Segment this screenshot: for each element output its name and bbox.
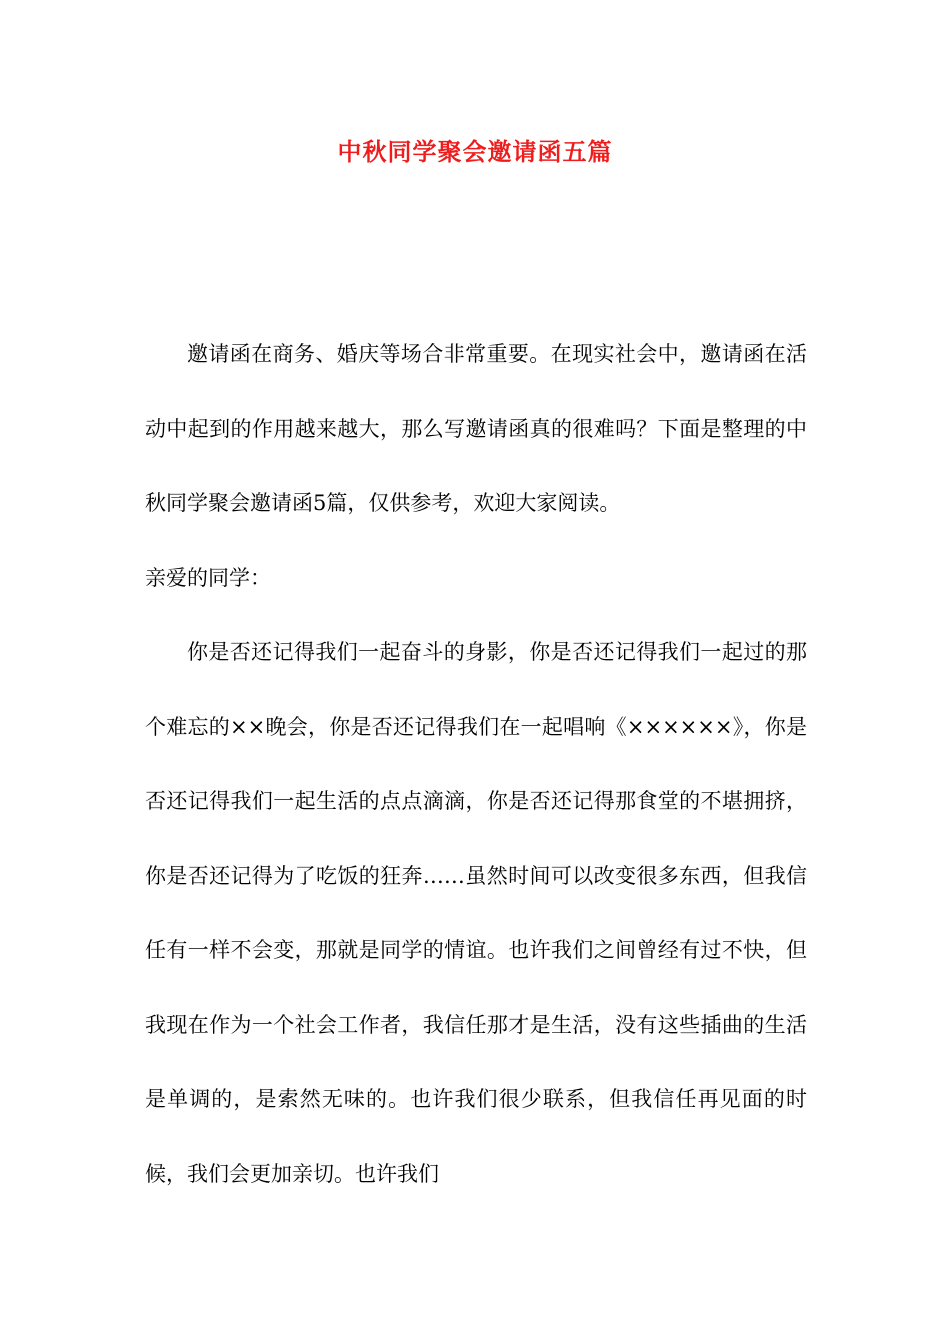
letter-paragraph: 你是否还记得我们一起奋斗的身影，你是否还记得我们一起过的那个难忘的××晚会，你是否还记得我们在一起唱响《××××××》，你是否还记得我们一起生活的点点滴滴，你是否还记得那食堂的不堪拥挤，你是否还记得为了吃饭的狂奔……虽然时间可以改变很多东西，但我信任有一样不会变，那就是同学的情谊。也许我们之间曾经有过不快，但我现在作为一个社会工作者，我信任那才是生活，没有这些插曲的生活是单调的，是索然无味的。也许我们很少联系，但我信任再见面的时候，我们会更加亲切。也许我们 [145, 640, 807, 1186]
document-title: 中秋同学聚会邀请函五篇 [337, 137, 613, 166]
salutation: 亲爱的同学： [145, 565, 271, 590]
intro-paragraph: 邀请函在商务、婚庆等场合非常重要。在现实社会中，邀请函在活动中起到的作用越来越大，那么写邀请函真的很难吗？下面是整理的中秋同学聚会邀请函5篇，仅供参考，欢迎大家阅读。 [145, 342, 807, 515]
document-body [145, 317, 807, 1211]
